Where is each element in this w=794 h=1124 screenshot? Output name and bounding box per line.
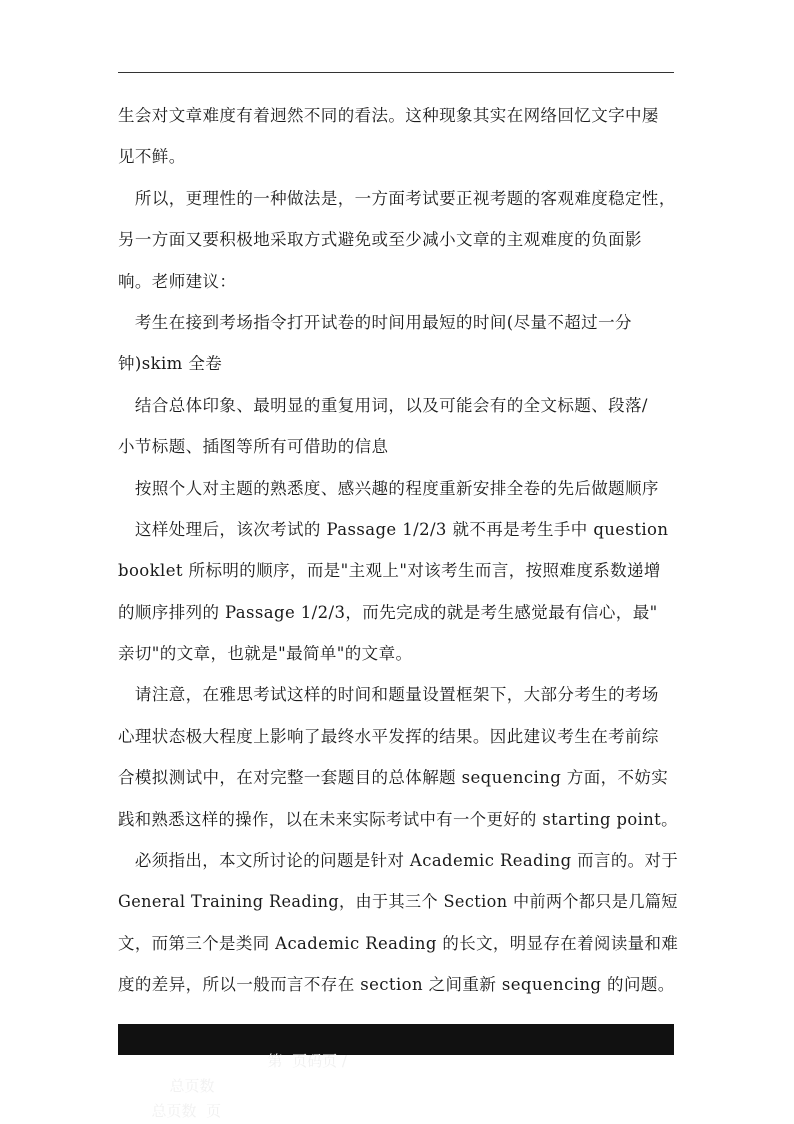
document-body — [118, 100, 678, 1011]
text-line: booklet 所标明的顺序，而是"主观上"对该考生而言，按照难度系数递增 — [118, 561, 661, 581]
header-rule — [118, 72, 674, 73]
text-line: 文，而第三个是类同 Academic Reading 的长文，明显存在着阅读量和难 — [118, 933, 679, 953]
text-line: 的顺序排列的 Passage 1/2/3，而先完成的就是考生感觉最有信心，最" — [118, 602, 658, 622]
text-line: 合模拟测试中，在对完整一套题目的总体解题 sequencing 方面，不妨实 — [118, 768, 669, 788]
text-line: 心理状态极大程度上影响了最终水平发挥的结果。因此建议考生在考前综 — [118, 726, 659, 746]
text-line: 必须指出，本文所讨论的问题是针对 Academic Reading 而言的。对于 — [118, 851, 679, 871]
text-line: 考生在接到考场指令打开试卷的时间用最短的时间(尽量不超过一分 — [118, 312, 632, 332]
footer-total-pages: 总页数 页 — [151, 1102, 222, 1120]
text-line: 生会对文章难度有着迥然不同的看法。这种现象其实在网络回忆文字中屡 — [118, 106, 659, 125]
text-line: 响。老师建议： — [118, 271, 237, 291]
text-line: 践和熟悉这样的操作，以在未来实际考试中有一个更好的 starting point。 — [118, 809, 678, 829]
footer-total-label: 总页数 — [169, 1077, 215, 1095]
text-line: 钟)skim 全卷 — [118, 354, 223, 374]
footer-page-label: 第 页码页 / — [267, 1052, 347, 1070]
text-line: 结合总体印象、最明显的重复用词，以及可能会有的全文标题、段落/ — [118, 395, 648, 415]
text-line: General Training Reading，由于其三个 Section 中前两个都只是几篇短 — [118, 892, 678, 912]
text-line: 见不鲜。 — [118, 147, 186, 167]
page-footer — [118, 1024, 674, 1120]
text-line: 这样处理后，该次考试的 Passage 1/2/3 就不再是考生手中 question — [118, 519, 669, 539]
text-line: 请注意，在雅思考试这样的时间和题量设置框架下，大部分考生的考场 — [118, 685, 659, 705]
text-line: 按照个人对主题的熟悉度、感兴趣的程度重新安排全卷的先后做题顺序 — [118, 478, 659, 498]
text-line: 度的差异，所以一般而言不存在 section 之间重新 sequencing 的问题。 — [118, 975, 675, 995]
text-line: 亲切"的文章，也就是"最简单"的文章。 — [118, 644, 413, 664]
text-line: 所以，更理性的一种做法是，一方面考试要正视考题的客观难度稳定性， — [118, 188, 676, 208]
text-line: 小节标题、插图等所有可借助的信息 — [118, 437, 389, 457]
text-line: 另一方面又要积极地采取方式避免或至少减小文章的主观难度的负面影 — [118, 230, 642, 250]
